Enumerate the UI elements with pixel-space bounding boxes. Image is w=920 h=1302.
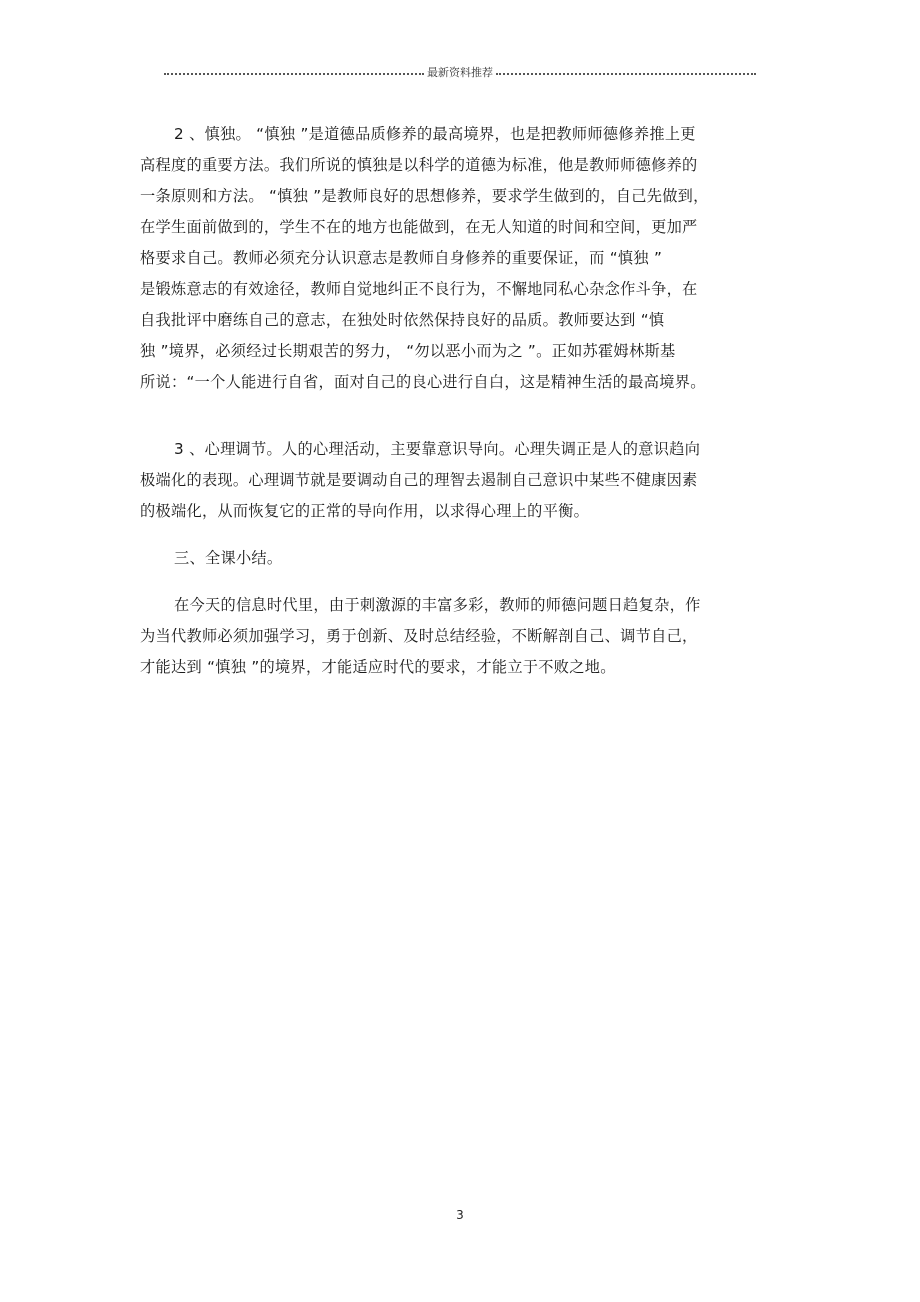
text-line: 在今天的信息时代里，由于刺激源的丰富多彩，教师的师德问题日趋复杂，作 [174, 596, 701, 614]
text-line: 为当代教师必须加强学习，勇于创新、及时总结经验，不断解剖自己、调节自己， [140, 627, 698, 645]
text-line: 才能达到 “慎独 ”的境界，才能适应时代的要求，才能立于不败之地。 [140, 658, 616, 676]
header-dotted-rule-right [496, 73, 756, 75]
paragraph-conclusion [140, 590, 790, 683]
text-line: 2 、慎独。 “慎独 ”是道德品质修养的最高境界，也是把教师师德修养推上更 [174, 125, 696, 143]
text-line: 高程度的重要方法。我们所说的慎独是以科学的道德为标准，他是教师师德修养的 [140, 156, 698, 174]
text-line: 极端化的表现。心理调节就是要调动自己的理智去遏制自己意识中某些不健康因素 [140, 471, 698, 489]
page-number: 3 [456, 1208, 464, 1222]
text-line: 格要求自己。教师必须充分认识意志是教师自身修养的重要保证，而 “慎独 ” [140, 249, 663, 267]
text-line: 自我批评中磨练自己的意志，在独处时依然保持良好的品质。教师要达到 “慎 [140, 311, 665, 329]
paragraph-gap [140, 574, 790, 590]
text-line: 在学生面前做到的，学生不在的地方也能做到，在无人知道的时间和空间，更加严 [140, 218, 698, 236]
paragraph-gap [140, 527, 790, 543]
heading-line: 三、全课小结。 [174, 549, 283, 567]
section-heading-summary [140, 543, 790, 574]
text-line: 是锻炼意志的有效途径，教师自觉地纠正不良行为，不懈地同私心杂念作斗争，在 [140, 280, 698, 298]
header-dotted-rule-left [164, 73, 424, 75]
paragraph-xinli-tiaojie [140, 434, 790, 527]
paragraph-gap [140, 398, 790, 434]
text-line: 的极端化，从而恢复它的正常的导向作用，以求得心理上的平衡。 [140, 502, 590, 520]
text-line: 独 ”境界，必须经过长期艰苦的努力， “勿以恶小而为之 ”。正如苏霍姆林斯基 [140, 342, 676, 360]
text-line: 所说：“一个人能进行自省，面对自己的良心进行自白，这是精神生活的最高境界。 [140, 373, 706, 391]
header-label: 最新资料推荐 [427, 66, 493, 79]
page-header [164, 64, 756, 80]
text-line: 3 、心理调节。人的心理活动，主要靠意识导向。心理失调正是人的意识趋向 [174, 440, 701, 458]
text-line: 一条原则和方法。 “慎独 ”是教师良好的思想修养，要求学生做到的，自己先做到， [140, 187, 709, 205]
paragraph-shendu [140, 119, 790, 398]
document-body [140, 119, 790, 683]
